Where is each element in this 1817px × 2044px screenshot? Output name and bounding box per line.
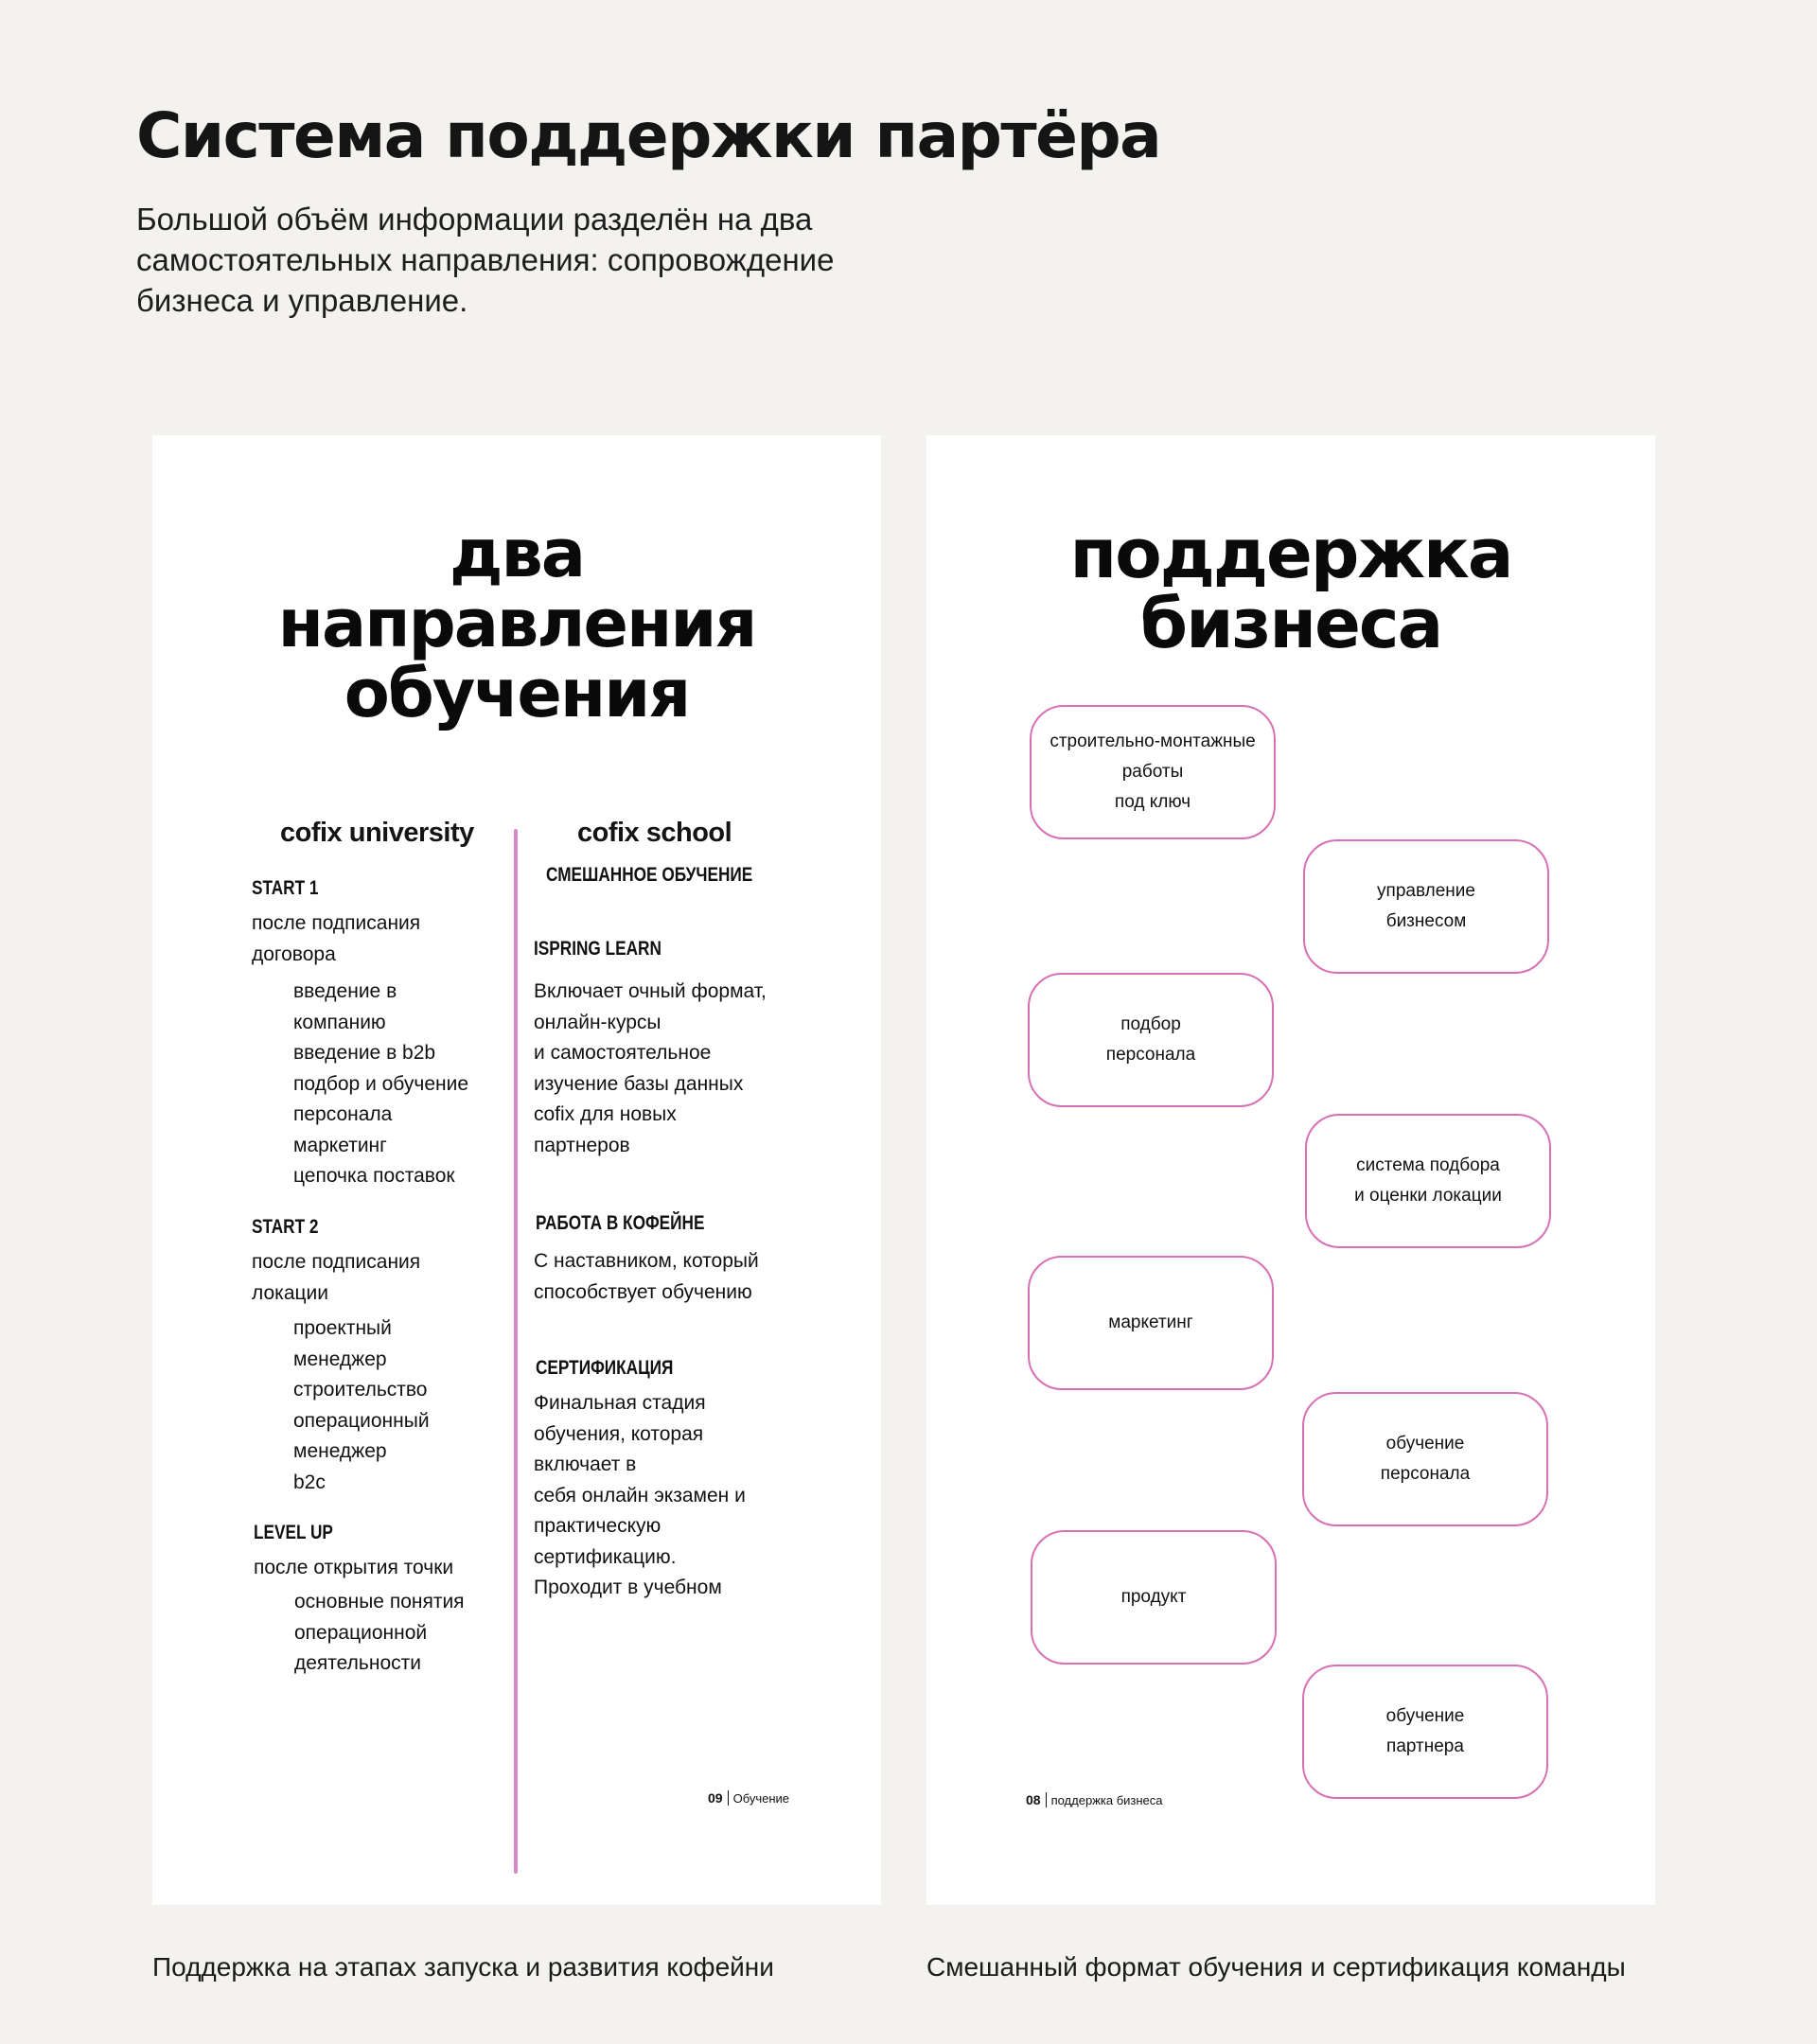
support-box (1302, 1392, 1548, 1526)
university-title: cofix university (280, 818, 474, 848)
training-title-line: два (449, 515, 585, 592)
folio-separator (728, 1790, 729, 1806)
levelup-items: основные понятия операционной деятельности (294, 1591, 465, 1674)
support-box-label: управление бизнесом (1377, 881, 1475, 931)
school-title: cofix school (577, 818, 732, 848)
page-folio (1026, 1792, 1163, 1807)
business-title-line: поддержка (1069, 514, 1512, 593)
start2-items: проектный менеджер строительство операционный менеджер b2c (293, 1317, 430, 1493)
start1-text: после подписания договора (252, 912, 421, 965)
support-box (1031, 1530, 1277, 1665)
page-number: 08 (1026, 1792, 1041, 1807)
support-box-label: строительно-монтажные работы под ключ (1050, 731, 1256, 812)
training-page-spread (152, 435, 881, 1905)
page-folio (708, 1790, 789, 1806)
start2-heading: START 2 (252, 1216, 319, 1238)
business-page-title (926, 514, 1655, 663)
caption-left: Поддержка на этапах запуска и развития кофейни (152, 1952, 774, 1982)
page-subtitle: Большой объём информации разделён на два самостоятельных направления: сопровождение бизнеса и управление. (136, 202, 835, 318)
support-box-label: маркетинг (1108, 1313, 1193, 1332)
support-box-label: подбор персонала (1105, 1014, 1196, 1065)
business-title-line: бизнеса (1139, 584, 1442, 663)
work-heading: РАБОТА В КОФЕЙНЕ (536, 1212, 705, 1234)
support-box-label: обучение персонала (1380, 1434, 1471, 1484)
page-number: 09 (708, 1790, 723, 1806)
support-box-label: обучение партнера (1385, 1706, 1465, 1756)
column-divider (514, 829, 518, 1874)
support-box (1305, 1114, 1551, 1248)
start1-items: введение в компанию введение в b2b подбор и обучение персонала маркетинг цепочка поставок (293, 980, 469, 1187)
training-title-line: обучения (344, 655, 690, 732)
support-box-label: продукт (1120, 1587, 1187, 1607)
page-section: Обучение (732, 1791, 790, 1806)
cert-text: Финальная стадия обучения, которая включает в себя онлайн экзамен и практическую сертификацию. Проходит в учебном (534, 1392, 746, 1598)
training-page-title (152, 515, 881, 732)
support-box-label: система подбора и оценки локации (1354, 1155, 1502, 1206)
support-box (1303, 839, 1549, 974)
caption-right: Смешанный формат обучения и сертификация команды (926, 1952, 1626, 1982)
support-box (1028, 973, 1274, 1107)
support-box (1030, 705, 1276, 839)
start2-text: после подписания локации (252, 1251, 421, 1304)
cert-heading: СЕРТИФИКАЦИЯ (536, 1357, 674, 1379)
business-support-page (926, 435, 1655, 1905)
page-section: поддержка бизнеса (1050, 1793, 1163, 1807)
levelup-text: после открытия точки (254, 1557, 454, 1578)
training-title-line: направления (277, 585, 756, 662)
support-box (1028, 1256, 1274, 1390)
school-subtitle: СМЕШАННОЕ ОБУЧЕНИЕ (546, 864, 753, 886)
page-title: Система поддержки партёра (136, 99, 1161, 172)
ispring-text: Включает очный формат, онлайн-курсы и самостоятельное изучение базы данных cofix для новых партнеров (534, 980, 767, 1156)
levelup-heading: LEVEL UP (254, 1522, 333, 1543)
start1-heading: START 1 (252, 877, 319, 899)
folio-separator (1046, 1792, 1047, 1807)
support-box (1302, 1665, 1548, 1799)
work-text: С наставником, который способствует обучению (534, 1250, 759, 1303)
ispring-heading: ISPRING LEARN (534, 938, 662, 960)
